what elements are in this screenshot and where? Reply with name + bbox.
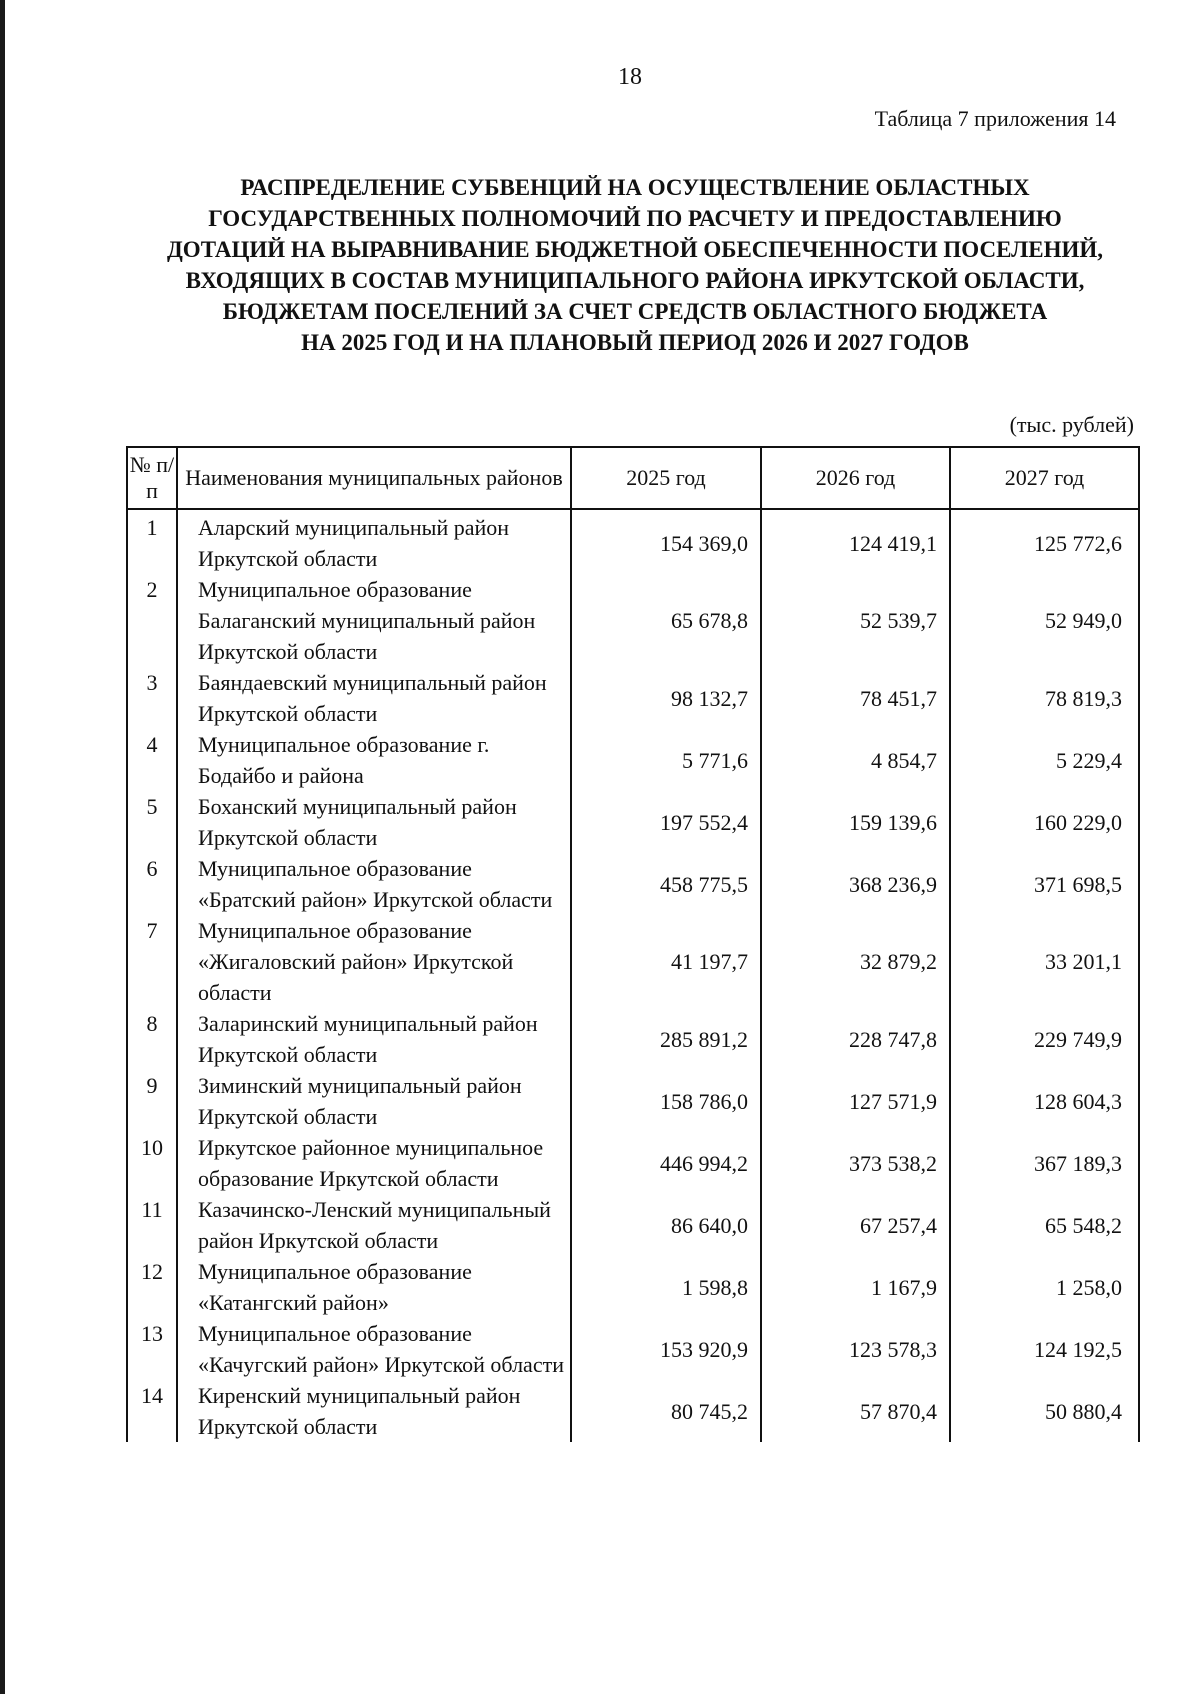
value-2025: 154 369,0 [571,509,761,574]
table-row [127,1132,1139,1194]
value-2027: 371 698,5 [950,853,1139,915]
table-row [127,729,1139,791]
value-2026: 78 451,7 [761,667,950,729]
value-2027: 50 880,4 [950,1380,1139,1442]
table-row [127,791,1139,853]
table-row [127,1194,1139,1256]
value-2027: 160 229,0 [950,791,1139,853]
header-name: Наименования муниципальных районов [177,447,571,509]
table-row [127,915,1139,1008]
value-2025: 197 552,4 [571,791,761,853]
district-name: Муниципальное образование «Качугский район» Иркутской области [177,1318,571,1380]
header-num: № п/п [127,447,177,509]
value-2025: 86 640,0 [571,1194,761,1256]
value-2027: 1 258,0 [950,1256,1139,1318]
value-2027: 125 772,6 [950,509,1139,574]
table-row [127,1008,1139,1070]
value-2026: 52 539,7 [761,574,950,667]
table-row [127,1380,1139,1442]
value-2026: 373 538,2 [761,1132,950,1194]
value-2026: 228 747,8 [761,1008,950,1070]
scan-left-edge [0,0,5,1694]
value-2027: 65 548,2 [950,1194,1139,1256]
value-2026: 1 167,9 [761,1256,950,1318]
district-name: Муниципальное образование «Братский район» Иркутской области [177,853,571,915]
table-row [127,1256,1139,1318]
row-number: 3 [127,667,177,729]
value-2026: 159 139,6 [761,791,950,853]
row-number: 10 [127,1132,177,1194]
header-2027: 2027 год [950,447,1139,509]
document-title [120,172,1150,358]
table-row [127,509,1139,574]
row-number: 6 [127,853,177,915]
table-row [127,1318,1139,1380]
header-2026: 2026 год [761,447,950,509]
district-name: Боханский муниципальный район Иркутской области [177,791,571,853]
value-2027: 124 192,5 [950,1318,1139,1380]
value-2025: 446 994,2 [571,1132,761,1194]
value-2026: 67 257,4 [761,1194,950,1256]
row-number: 14 [127,1380,177,1442]
title-line: ГОСУДАРСТВЕННЫХ ПОЛНОМОЧИЙ ПО РАСЧЕТУ И ПРЕДОСТАВЛЕНИЮ [208,206,1062,231]
table-row [127,1070,1139,1132]
value-2025: 80 745,2 [571,1380,761,1442]
district-name: Аларский муниципальный район Иркутской области [177,509,571,574]
table-row [127,574,1139,667]
value-2027: 78 819,3 [950,667,1139,729]
district-name: Киренский муниципальный район Иркутской области [177,1380,571,1442]
value-2026: 57 870,4 [761,1380,950,1442]
value-2025: 41 197,7 [571,915,761,1008]
district-name: Иркутское районное муниципальное образование Иркутской области [177,1132,571,1194]
district-name: Муниципальное образование «Жигаловский район» Иркутской области [177,915,571,1008]
value-2025: 158 786,0 [571,1070,761,1132]
row-number: 5 [127,791,177,853]
district-name: Муниципальное образование Балаганский муниципальный район Иркутской области [177,574,571,667]
title-line: ВХОДЯЩИХ В СОСТАВ МУНИЦИПАЛЬНОГО РАЙОНА ИРКУТСКОЙ ОБЛАСТИ, [185,268,1085,293]
row-number: 2 [127,574,177,667]
row-number: 12 [127,1256,177,1318]
value-2027: 128 604,3 [950,1070,1139,1132]
row-number: 13 [127,1318,177,1380]
value-2025: 153 920,9 [571,1318,761,1380]
value-2027: 229 749,9 [950,1008,1139,1070]
table-reference: Таблица 7 приложения 14 [874,106,1116,131]
subsidy-table [126,446,1140,1442]
value-2026: 32 879,2 [761,915,950,1008]
value-2025: 98 132,7 [571,667,761,729]
units-label: (тыс. рублей) [1009,412,1134,437]
value-2026: 4 854,7 [761,729,950,791]
header-2025: 2025 год [571,447,761,509]
value-2025: 458 775,5 [571,853,761,915]
title-line: ДОТАЦИЙ НА ВЫРАВНИВАНИЕ БЮДЖЕТНОЙ ОБЕСПЕЧЕННОСТИ ПОСЕЛЕНИЙ, [166,237,1103,262]
district-name: Заларинский муниципальный район Иркутской области [177,1008,571,1070]
district-name: Муниципальное образование г. Бодайбо и района [177,729,571,791]
district-name: Казачинско-Ленский муниципальный район Иркутской области [177,1194,571,1256]
value-2027: 367 189,3 [950,1132,1139,1194]
row-number: 1 [127,509,177,574]
district-name: Баяндаевский муниципальный район Иркутской области [177,667,571,729]
table-header-row [127,447,1139,509]
value-2025: 65 678,8 [571,574,761,667]
table-row [127,667,1139,729]
title-line: БЮДЖЕТАМ ПОСЕЛЕНИЙ ЗА СЧЕТ СРЕДСТВ ОБЛАСТНОГО БЮДЖЕТА [222,299,1048,324]
district-name: Зиминский муниципальный район Иркутской области [177,1070,571,1132]
title-line: РАСПРЕДЕЛЕНИЕ СУБВЕНЦИЙ НА ОСУЩЕСТВЛЕНИЕ ОБЛАСТНЫХ [240,175,1030,200]
value-2026: 124 419,1 [761,509,950,574]
value-2025: 1 598,8 [571,1256,761,1318]
value-2026: 123 578,3 [761,1318,950,1380]
row-number: 11 [127,1194,177,1256]
row-number: 4 [127,729,177,791]
value-2025: 5 771,6 [571,729,761,791]
table-row [127,853,1139,915]
value-2025: 285 891,2 [571,1008,761,1070]
row-number: 8 [127,1008,177,1070]
value-2027: 33 201,1 [950,915,1139,1008]
row-number: 9 [127,1070,177,1132]
page-number: 18 [618,64,642,90]
title-line: НА 2025 ГОД И НА ПЛАНОВЫЙ ПЕРИОД 2026 И 2027 ГОДОВ [301,330,969,355]
value-2026: 127 571,9 [761,1070,950,1132]
value-2026: 368 236,9 [761,853,950,915]
value-2027: 52 949,0 [950,574,1139,667]
row-number: 7 [127,915,177,1008]
value-2027: 5 229,4 [950,729,1139,791]
district-name: Муниципальное образование «Катангский район» [177,1256,571,1318]
